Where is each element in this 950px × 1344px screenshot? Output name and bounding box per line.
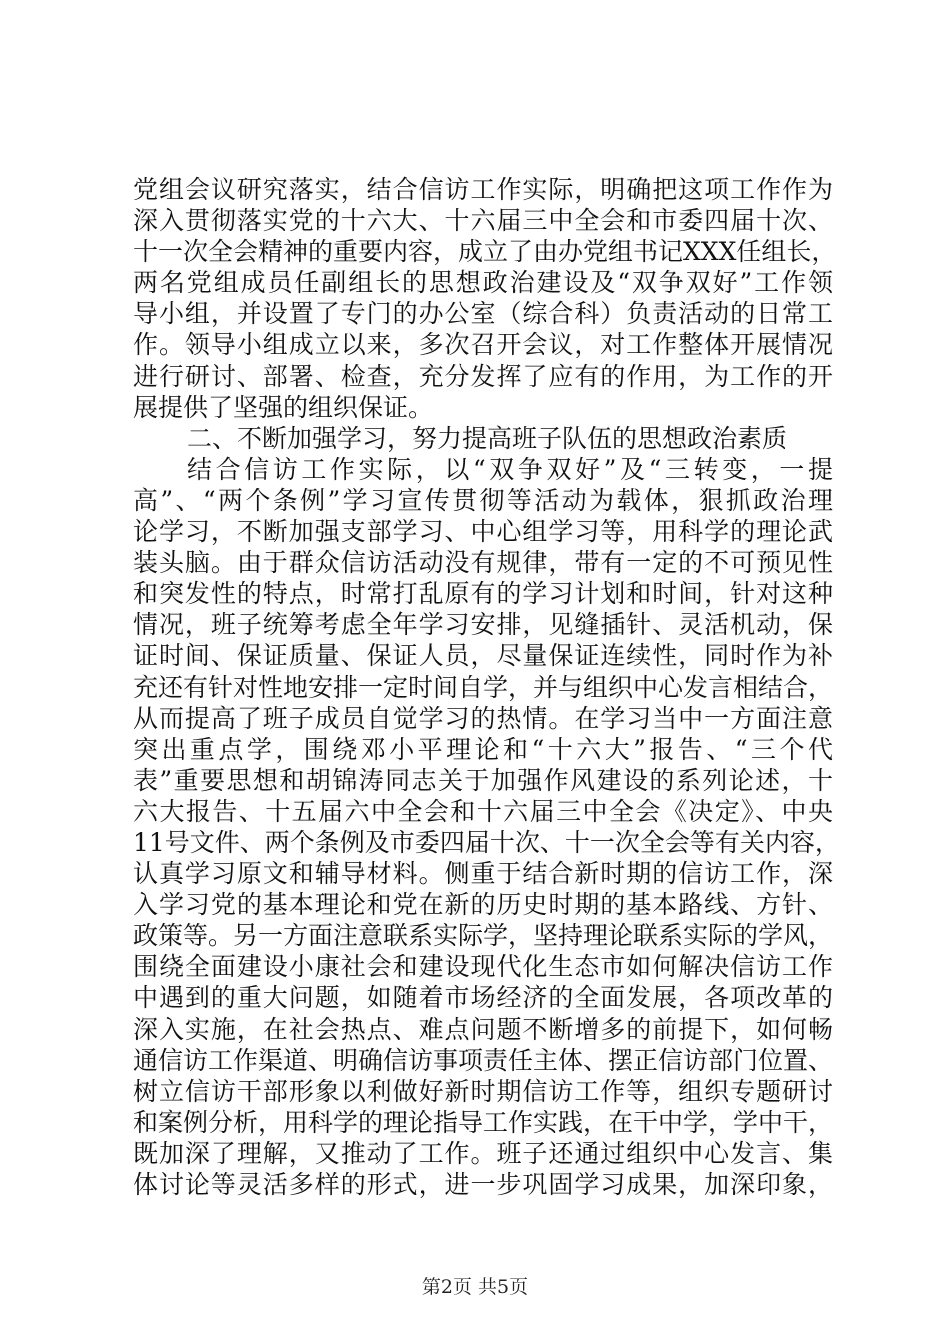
text-line: 高”、“两个条例”学习宣传贯彻等活动为载体，狠抓政治理 (133, 485, 833, 515)
text-line: 导小组，并设置了专门的办公室（综合科）负责活动的日常工 (133, 299, 833, 329)
text-line: 和案例分析，用科学的理论指导工作实践，在干中学，学中干， (133, 1107, 834, 1137)
text-line: 十一次全会精神的重要内容，成立了由办党组书记XXX任组长， (133, 237, 837, 267)
text-line: 深入贯彻落实党的十六大、十六届三中全会和市委四届十次、 (133, 206, 833, 236)
text-line: 装头脑。由于群众信访活动没有规律，带有一定的不可预见性 (133, 548, 833, 578)
text-line: 入学习党的基本理论和党在新的历史时期的基本路线、方针、 (133, 890, 833, 920)
text-line: 充还有针对性地安排一定时间自学，并与组织中心发言相结合， (133, 672, 834, 702)
text-line: 突出重点学，围绕邓小平理论和“十六大”报告、“三个代 (133, 734, 833, 764)
text-line: 证时间、保证质量、保证人员，尽量保证连续性，同时作为补 (133, 641, 833, 671)
text-line: 表”重要思想和胡锦涛同志关于加强作风建设的系列论述，十 (133, 765, 833, 795)
text-line: 树立信访干部形象以利做好新时期信访工作等，组织专题研讨 (133, 1076, 833, 1106)
text-line: 体讨论等灵活多样的形式，进一步巩固学习成果，加深印象， (133, 1170, 833, 1199)
text-line: 展提供了坚强的组织保证。 (133, 392, 434, 422)
text-line: 六大报告、十五届六中全会和十六届三中全会《决定》、中央 (133, 796, 833, 826)
text-line: 党组会议研究落实，结合信访工作实际，明确把这项工作作为 (133, 175, 833, 204)
text-line: 通信访工作渠道、明确信访事项责任主体、摆正信访部门位置、 (133, 1045, 834, 1075)
text-line: 认真学习原文和辅导材料。侧重于结合新时期的信访工作，深 (133, 859, 833, 889)
text-line: 从而提高了班子成员自觉学习的热情。在学习当中一方面注意 (133, 703, 833, 733)
text-line: 作。领导小组成立以来，多次召开会议，对工作整体开展情况 (133, 330, 833, 360)
text-line: 进行研讨、部署、检查，充分发挥了应有的作用，为工作的开 (133, 361, 833, 391)
text-line: 和突发性的特点，时常打乱原有的学习计划和时间，针对这种 (133, 579, 833, 609)
page-number-footer: 第2页 共5页 (421, 1276, 529, 1298)
body-text (133, 174, 840, 1200)
text-line: 深入实施，在社会热点、难点问题不断增多的前提下，如何畅 (133, 1014, 833, 1044)
text-line: 既加深了理解，又推动了工作。班子还通过组织中心发言、集 (133, 1138, 833, 1168)
text-line: 围绕全面建设小康社会和建设现代化生态市如何解决信访工作 (133, 952, 833, 982)
section-heading: 二、不断加强学习，努力提高班子队伍的思想政治素质 (187, 423, 788, 453)
text-line: 两名党组成员任副组长的思想政治建设及“双争双好”工作领 (133, 268, 833, 298)
text-line: 11号文件、两个条例及市委四届十次、十一次全会等有关内容， (133, 827, 840, 857)
text-line: 结合信访工作实际，以“双争双好”及“三转变，一提 (187, 454, 833, 484)
text-line: 中遇到的重大问题，如随着市场经济的全面发展，各项改革的 (133, 983, 833, 1013)
text-line: 情况，班子统筹考虑全年学习安排，见缝插针、灵活机动，保 (133, 610, 833, 640)
text-line: 论学习，不断加强支部学习、中心组学习等，用科学的理论武 (133, 517, 833, 547)
text-line: 政策等。另一方面注意联系实际学，坚持理论联系实际的学风， (133, 921, 834, 951)
